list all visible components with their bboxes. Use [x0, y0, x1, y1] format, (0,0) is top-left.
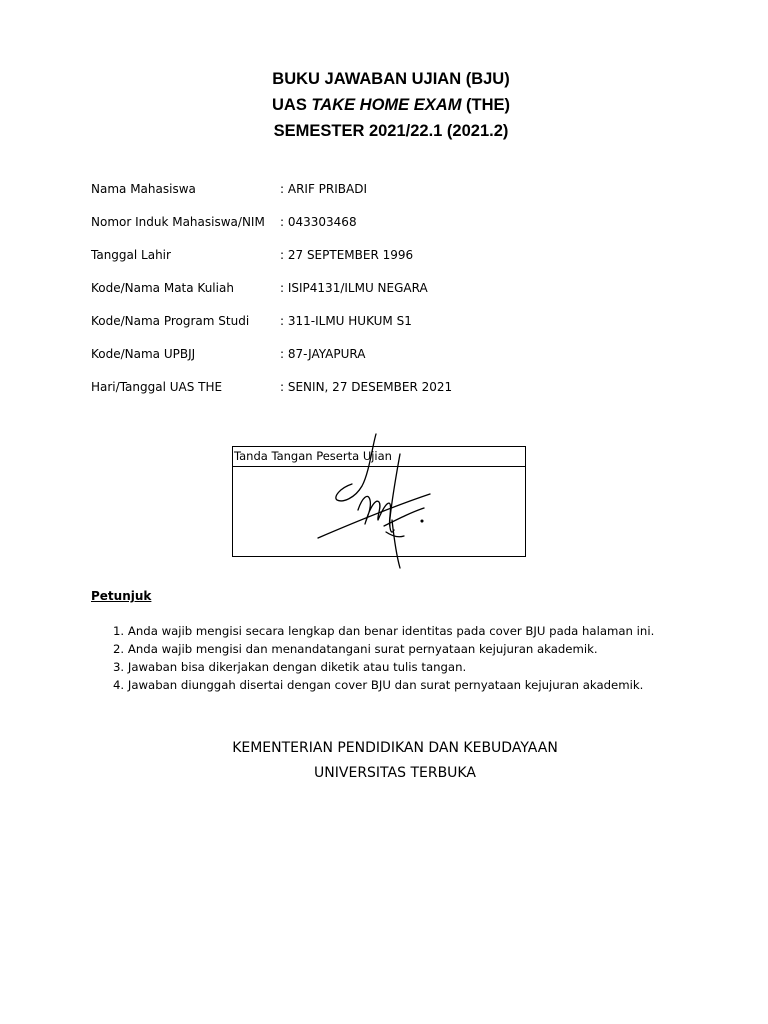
- title-line-2-suffix: (THE): [461, 96, 511, 114]
- info-label: Nama Mahasiswa: [91, 182, 196, 196]
- info-value: : 311-ILMU HUKUM S1: [280, 314, 412, 328]
- instructions-list: [113, 622, 654, 694]
- info-row-exam-date: [91, 380, 691, 413]
- title-line-2: [0, 92, 768, 118]
- list-item: 1. Anda wajib mengisi secara lengkap dan benar identitas pada cover BJU pada halaman ini.: [113, 624, 655, 638]
- info-row-upbjj: [91, 347, 691, 380]
- institution-footer: [0, 736, 768, 786]
- info-label: Hari/Tanggal UAS THE: [91, 380, 223, 394]
- title-line-2-italic: TAKE HOME EXAM: [311, 96, 462, 114]
- list-item: 4. Jawaban diunggah disertai dengan cover BJU dan surat pernyataan kejujuran akademik.: [113, 678, 644, 692]
- title-line-1: BUKU JAWABAN UJIAN (BJU): [272, 70, 510, 88]
- signature-box-header: Tanda Tangan Peserta Ujian: [233, 447, 525, 467]
- ministry-name: KEMENTERIAN PENDIDIKAN DAN KEBUDAYAAN: [232, 740, 558, 756]
- info-row-name: [91, 182, 691, 215]
- instructions-title: Petunjuk: [91, 589, 152, 603]
- document-title: [0, 66, 768, 144]
- info-row-nim: [91, 215, 691, 248]
- info-value: : SENIN, 27 DESEMBER 2021: [280, 380, 452, 394]
- info-value: : 87-JAYAPURA: [280, 347, 365, 361]
- handwritten-signature: [300, 428, 450, 578]
- list-item: 2. Anda wajib mengisi dan menandatangani surat pernyataan kejujuran akademik.: [113, 642, 598, 656]
- university-name: UNIVERSITAS TERBUKA: [314, 765, 476, 781]
- info-value: : 27 SEPTEMBER 1996: [280, 248, 413, 262]
- info-row-program: [91, 314, 691, 347]
- list-item: 3. Jawaban bisa dikerjakan dengan diketik atau tulis tangan.: [113, 660, 467, 674]
- student-info: [91, 182, 691, 413]
- title-line-3: SEMESTER 2021/22.1 (2021.2): [273, 122, 509, 140]
- info-value: : 043303468: [280, 215, 357, 229]
- info-value: : ISIP4131/ILMU NEGARA: [280, 281, 428, 295]
- info-row-course: [91, 281, 691, 314]
- info-value: : ARIF PRIBADI: [280, 182, 367, 196]
- info-label: Kode/Nama Program Studi: [91, 314, 250, 328]
- info-row-birthdate: [91, 248, 691, 281]
- info-label: Kode/Nama Mata Kuliah: [91, 281, 234, 295]
- title-line-2-prefix: UAS: [271, 96, 312, 114]
- info-label: Kode/Nama UPBJJ: [91, 347, 196, 361]
- info-label: Nomor Induk Mahasiswa/NIM: [91, 215, 265, 229]
- info-label: Tanggal Lahir: [91, 248, 171, 262]
